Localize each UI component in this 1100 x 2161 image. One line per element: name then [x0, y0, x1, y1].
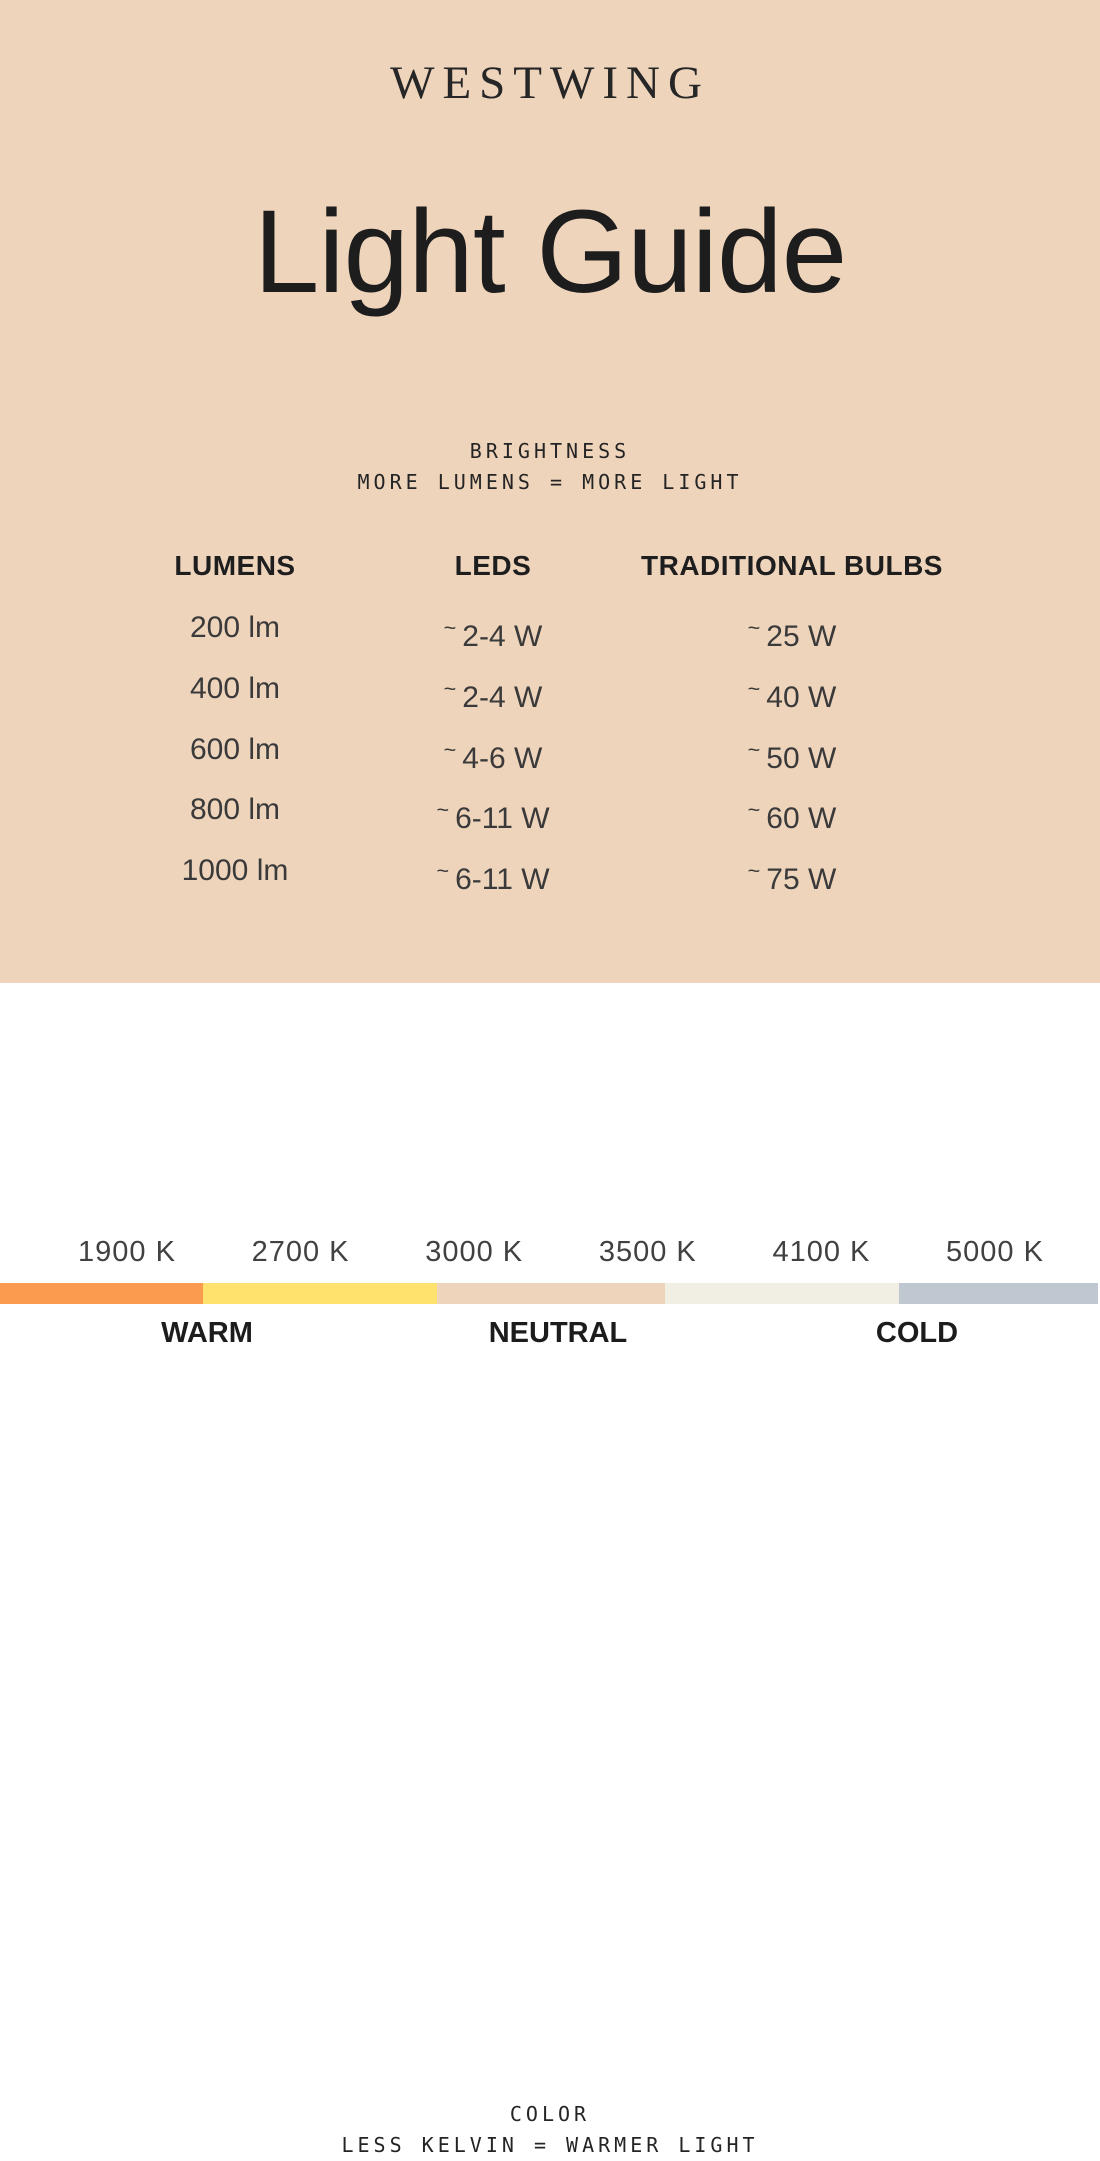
approx-tilde: ~ [443, 675, 457, 701]
lumens-value: 600 lm [189, 732, 281, 766]
temperature-category-labels [0, 1316, 1100, 1356]
bulbs-watts: 75 W [766, 862, 837, 896]
color-temperature-panel [0, 983, 1100, 2157]
leds-value [354, 784, 632, 845]
scale-segment-warm-yellow [203, 1283, 437, 1304]
lumens-value: 400 lm [189, 671, 281, 705]
table-row [116, 602, 952, 663]
table-row [116, 663, 952, 724]
brightness-heading: BRIGHTNESS [469, 439, 631, 463]
brightness-panel [0, 0, 1100, 983]
bulbs-watts: 50 W [766, 741, 837, 775]
bulbs-watts: 25 W [766, 619, 837, 653]
leds-watts: 6-11 W [455, 802, 550, 836]
approx-tilde: ~ [747, 675, 761, 701]
bulbs-watts: 60 W [766, 802, 837, 836]
temp-label-neutral: NEUTRAL [488, 1317, 628, 1349]
bulbs-value [632, 845, 952, 906]
leds-value [354, 602, 632, 663]
leds-watts: 4-6 W [462, 741, 543, 775]
bulbs-value [632, 602, 952, 663]
kelvin-scale-labels [0, 1234, 1100, 1270]
bulbs-watts: 40 W [766, 680, 837, 714]
color-heading: COLOR [509, 2102, 591, 2126]
brightness-subheading: MORE LUMENS = MORE LIGHT [357, 470, 743, 494]
scale-segment-neutral-cream [665, 1283, 899, 1304]
bulbs-value [632, 724, 952, 785]
approx-tilde: ~ [443, 615, 457, 640]
approx-tilde: ~ [747, 736, 761, 762]
lumens-comparison-table [116, 546, 952, 906]
approx-tilde: ~ [747, 797, 761, 823]
color-heading-block [0, 2099, 1100, 2161]
color-subheading: LESS KELVIN = WARMER LIGHT [341, 2133, 759, 2157]
temp-label-cold: COLD [875, 1317, 959, 1349]
table-row [116, 845, 952, 906]
bulbs-value [632, 784, 952, 845]
column-header-lumens: LUMENS [174, 550, 296, 581]
leds-value [354, 663, 632, 724]
approx-tilde: ~ [443, 736, 457, 762]
approx-tilde: ~ [747, 858, 761, 884]
lumens-value: 1000 lm [181, 854, 289, 888]
approx-tilde: ~ [747, 615, 761, 640]
approx-tilde: ~ [436, 858, 450, 884]
color-temperature-scale-bar [0, 1283, 1098, 1304]
leds-watts: 6-11 W [455, 862, 550, 896]
page-title: Light Guide [253, 186, 847, 318]
leds-watts: 2-4 W [462, 619, 543, 653]
scale-segment-warm-orange [0, 1283, 203, 1304]
kelvin-label-3000: 3000 K [425, 1236, 524, 1268]
lumens-value: 200 lm [189, 611, 281, 644]
kelvin-label-5000: 5000 K [946, 1236, 1044, 1268]
table-header-row [116, 546, 952, 586]
kelvin-label-3500: 3500 K [598, 1236, 697, 1268]
table-body [116, 602, 952, 906]
lumens-value: 800 lm [189, 793, 281, 827]
kelvin-label-1900: 1900 K [78, 1236, 176, 1268]
kelvin-label-2700: 2700 K [251, 1236, 350, 1268]
leds-value [354, 724, 632, 785]
table-row [116, 724, 952, 785]
kelvin-label-4100: 4100 K [772, 1236, 871, 1268]
scale-segment-neutral-tan [437, 1283, 665, 1304]
leds-watts: 2-4 W [462, 680, 543, 714]
column-header-leds: LEDS [454, 550, 532, 581]
temp-label-warm: WARM [161, 1317, 253, 1349]
approx-tilde: ~ [436, 797, 450, 823]
brightness-heading-block [0, 436, 1100, 498]
table-row [116, 784, 952, 845]
bulbs-value [632, 663, 952, 724]
scale-segment-cold-blue [899, 1283, 1098, 1304]
brand-logo: WESTWING [390, 57, 710, 109]
leds-value [354, 845, 632, 906]
column-header-traditional-bulbs: TRADITIONAL BULBS [641, 550, 943, 581]
